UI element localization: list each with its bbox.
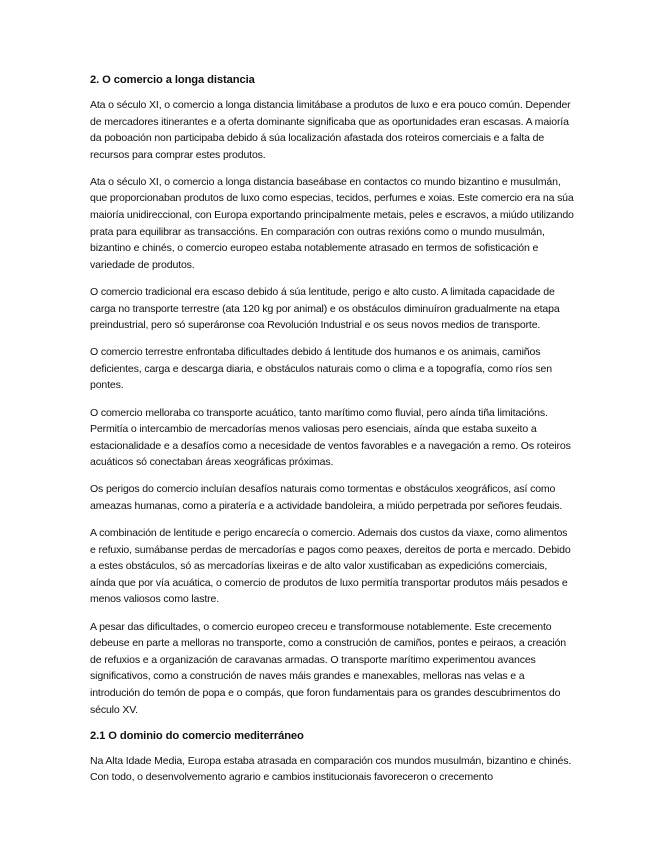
subsection-heading: 2.1 O dominio do comercio mediterráneo [90, 729, 304, 742]
paragraph: O comercio melloraba co transporte acuático, tanto marítimo como fluvial, pero aínda tiña limitacións. Permitía o intercambio de mercadorías menos valiosas pero esenciais, aínda que estaba suxeito a estacionalidade e a desafíos como a necesidade de ventos favorables e a navegación a remo. Os roteiros acuáticos só conectaban áreas xeográficas próximas. [90, 406, 571, 469]
paragraph: O comercio terrestre enfrontaba dificultades debido á lentitude dos humanos e os animais, camiños deficientes, carga e descarga diaria, e obstáculos naturais como o clima e a topografía, como ríos sen pontes. [90, 346, 552, 392]
paragraph: Ata o século XI, o comercio a longa distancia baseábase en contactos co mundo bizantino e musulmán, que proporcionaban produtos de luxo como especias, tecidos, perfumes e xoias. Este comercio era na súa maioría unidireccional, con Europa exportando principalmente metais, peles e escravos, a miúdo utilizando prata para equilibrar as transaccións. En comparación con outras rexións como o mundo musulmán, bizantino e chinés, o comercio europeo estaba notablemente atrasado en termos de sofisticación e variedade de produtos. [90, 175, 574, 271]
paragraph: Ata o século XI, o comercio a longa distancia limitábase a produtos de luxo e era pouco común. Depender de mercadores itinerantes e a oferta dominante significaba que as oportunidades eran escasas. A maioría da poboación non participaba debido á súa localización afastada dos roteiros comerciais e a falta de recursos para comprar estes produtos. [90, 99, 571, 161]
paragraph: Os perigos do comercio incluían desafíos naturais como tormentas e obstáculos xeográficos, así como ameazas humanas, como a piratería e a actividade bandoleira, a miúdo perpetrada por señores feudais. [90, 483, 563, 512]
paragraph: Na Alta Idade Media, Europa estaba atrasada en comparación cos mundos musulmán, bizantino e chinés. Con todo, o desenvolvemento agrario e cambios institucionais favoreceron o crecemento [90, 754, 572, 784]
paragraph: A combinación de lentitude e perigo encarecía o comercio. Ademais dos custos da viaxe, como alimentos e refuxio, sumábanse perdas de mercadorías e pagos como peaxes, dereitos de porta e mercado. Debido a estes obstáculos, só as mercadorías lixeiras e de alto valor xustificaban as expedicións comerciais, aínda que por vía acuática, o comercio de produtos de luxo permitía transportar produtos máis pesados e menos valiosos como lastre. [90, 527, 571, 606]
section-heading: 2. O comercio a longa distancia [90, 74, 255, 86]
paragraph: O comercio tradicional era escaso debido á súa lentitude, perigo e alto custo. A limitada capacidade de carga no transporte terrestre (ata 120 kg por animal) e os obstáculos diminuíron gradualmente na etapa preindustrial, pero só superáronse coa Revolución Industrial e os seus novos medios de transporte. [90, 285, 560, 332]
paragraph: A pesar das dificultades, o comercio europeo creceu e transformouse notablemente. Este crecemento debeuse en parte a melloras no transporte, como a construción de camiños, pontes e peiraos, a creación de refuxios e a organización de caravanas armadas. O transporte marítimo experimentou avances significativos, como a construción de naves máis grandes e manexables, melloras nas velas e a introdución do temón de popa e o compás, que foron fundamentais para os grandes descubrimentos do século XV. [90, 620, 567, 716]
